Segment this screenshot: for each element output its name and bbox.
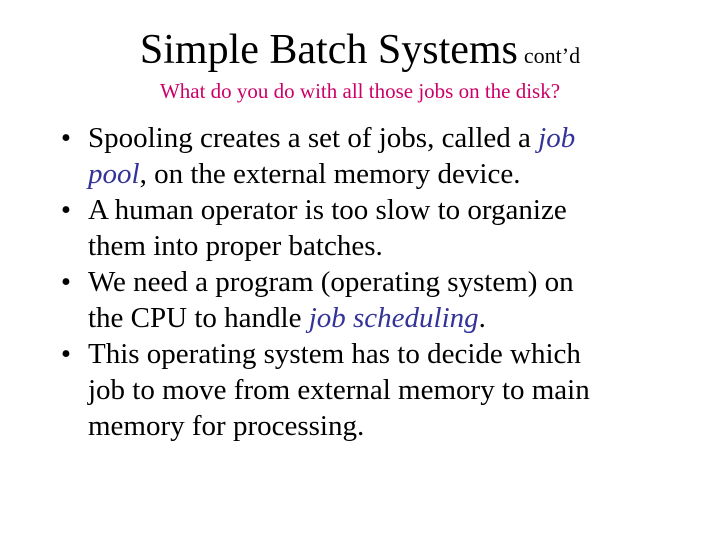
emphasis-job-scheduling: job scheduling (308, 302, 479, 334)
bullet-glyph: • (60, 338, 72, 370)
emphasis-job: job (538, 122, 576, 154)
bullet-text: This operating system has to decide which (88, 338, 581, 370)
bullet-text: memory for processing. (88, 410, 365, 442)
slide-title-suffix: cont’d (523, 43, 581, 68)
bullet-text: , on the external memory device. (139, 158, 521, 190)
bullet-list (54, 120, 694, 444)
bullet-glyph: • (60, 194, 72, 226)
bullet-item-need-program (54, 264, 694, 336)
bullet-item-human-operator (54, 192, 694, 264)
bullet-glyph: • (60, 266, 72, 298)
slide-subtitle: What do you do with all those jobs on the disk? (159, 79, 561, 103)
bullet-item-os-decides (54, 336, 694, 444)
bullet-text: the CPU to handle (88, 302, 309, 334)
slide-title (0, 26, 720, 83)
bullet-text: . (478, 302, 486, 334)
slide-title-text: Simple Batch Systems (139, 27, 518, 73)
bullet-text: We need a program (operating system) on (88, 266, 574, 298)
bullet-text: Spooling creates a set of jobs, called a (88, 122, 539, 154)
bullet-text: them into proper batches. (88, 230, 383, 262)
bullet-text: job to move from external memory to main (88, 374, 590, 406)
emphasis-pool: pool (88, 158, 140, 190)
bullet-glyph: • (60, 122, 72, 154)
bullet-item-spooling (54, 120, 694, 192)
bullet-text: A human operator is too slow to organize (88, 194, 567, 226)
